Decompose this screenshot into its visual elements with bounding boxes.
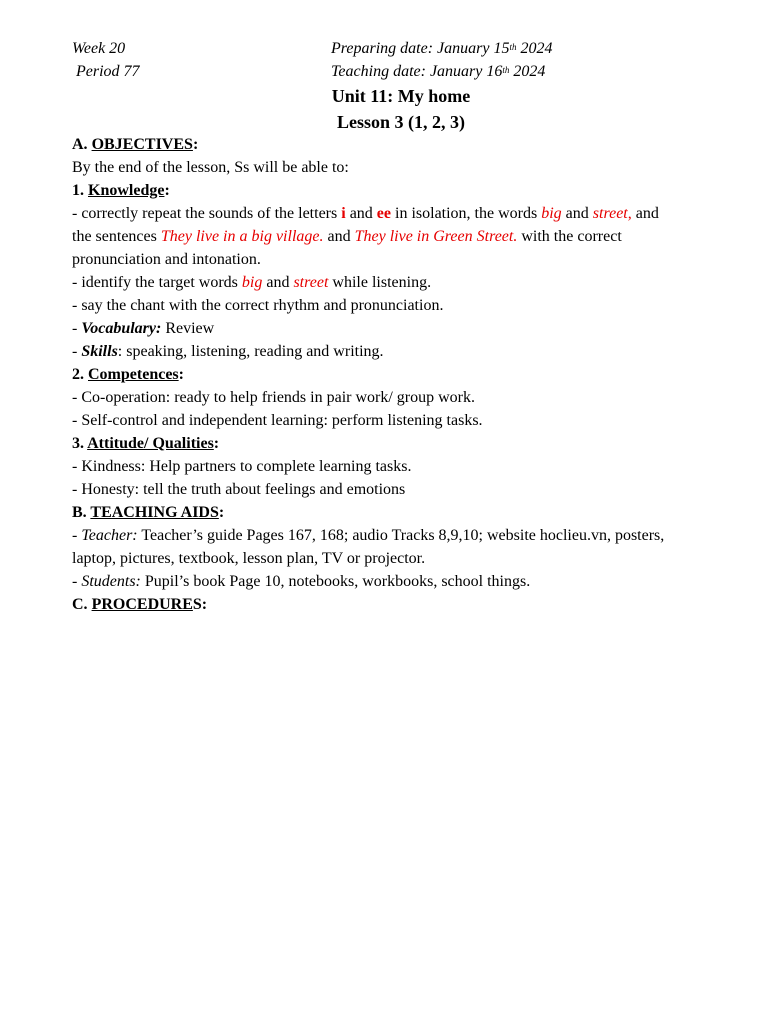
preparing-date-year: 2024 bbox=[516, 40, 553, 57]
competences-heading bbox=[72, 363, 732, 386]
section-b-heading bbox=[72, 501, 732, 524]
skills-label: Skills bbox=[81, 343, 118, 360]
skills-value: : speaking, listening, reading and writing. bbox=[117, 343, 384, 360]
knowledge-prefix: 1. bbox=[72, 182, 88, 199]
k4-and: and bbox=[262, 274, 294, 291]
target-word-street: street bbox=[293, 274, 329, 291]
student-aids-line bbox=[72, 570, 732, 593]
target-word-big: big bbox=[241, 274, 263, 291]
letter-i: i bbox=[341, 205, 346, 222]
quality-line-2: - Honesty: tell the truth about feelings and emotions bbox=[72, 481, 406, 498]
knowledge-line-4 bbox=[72, 271, 732, 294]
k1-and-2: and bbox=[561, 205, 593, 222]
teaching-date bbox=[331, 60, 691, 83]
students-label: Students: bbox=[81, 573, 141, 590]
teacher-label: Teacher: bbox=[81, 527, 138, 544]
week-label: Week 20 bbox=[72, 40, 126, 57]
period-label: Period 77 bbox=[76, 63, 140, 80]
word-big: big bbox=[541, 205, 562, 222]
preparing-date-text: Preparing date: January 15 bbox=[331, 40, 510, 57]
knowledge-colon: : bbox=[164, 182, 170, 199]
section-a-prefix: A. bbox=[72, 136, 92, 153]
teaching-date-text: Teaching date: January 16 bbox=[331, 63, 503, 80]
unit-title: Unit 11: My home bbox=[331, 86, 471, 106]
lesson-content bbox=[72, 133, 732, 616]
k2-text-b: with the correct bbox=[517, 228, 622, 245]
students-value: Pupil’s book Page 10, notebooks, workbooks, school things. bbox=[140, 573, 531, 590]
sentence-2: They live in Green Street. bbox=[354, 228, 518, 245]
competences-prefix: 2. bbox=[72, 366, 88, 383]
skills-line bbox=[72, 340, 732, 363]
qualities-prefix: 3. bbox=[72, 435, 88, 452]
header-right bbox=[331, 37, 691, 83]
sentence-1: They live in a big village. bbox=[160, 228, 324, 245]
k4-text-b: while listening. bbox=[328, 274, 432, 291]
vocabulary-value: Review bbox=[161, 320, 215, 337]
knowledge-line-5: - say the chant with the correct rhythm and pronunciation. bbox=[72, 297, 444, 314]
quality-line-1: - Kindness: Help partners to complete learning tasks. bbox=[72, 458, 412, 475]
k4-text-a: - identify the target words bbox=[72, 274, 242, 291]
section-c-title: PROCEDURE bbox=[91, 596, 193, 613]
preparing-date-suffix: th bbox=[509, 42, 517, 52]
k2-text-a: the sentences bbox=[72, 228, 161, 245]
section-a-title: OBJECTIVES bbox=[91, 136, 193, 153]
word-street: street, bbox=[592, 205, 632, 222]
students-dash: - bbox=[72, 573, 82, 590]
teacher-value: Teacher’s guide Pages 167, 168; audio Tracks 8,9,10; website hoclieu.vn, posters, bbox=[137, 527, 665, 544]
teaching-date-suffix: th bbox=[502, 65, 510, 75]
k2-and: and bbox=[323, 228, 355, 245]
section-a-heading bbox=[72, 133, 732, 156]
knowledge-heading bbox=[72, 179, 732, 202]
letter-ee: ee bbox=[376, 205, 391, 222]
section-c-tail: S: bbox=[192, 596, 208, 613]
section-c-prefix: C. bbox=[72, 596, 92, 613]
qualities-heading bbox=[72, 432, 732, 455]
teacher-aids-line-2: laptop, pictures, textbook, lesson plan, TV or projector. bbox=[72, 550, 426, 567]
section-b-title: TEACHING AIDS bbox=[90, 504, 219, 521]
teaching-date-year: 2024 bbox=[509, 63, 546, 80]
vocabulary-dash: - bbox=[72, 320, 82, 337]
section-c-heading bbox=[72, 593, 732, 616]
teacher-dash: - bbox=[72, 527, 82, 544]
k1-and-3: and bbox=[631, 205, 659, 222]
competences-title: Competences bbox=[88, 366, 179, 383]
intro-text: By the end of the lesson, Ss will be able to: bbox=[72, 159, 349, 176]
teacher-aids-line bbox=[72, 524, 732, 547]
knowledge-line-3: pronunciation and intonation. bbox=[72, 251, 261, 268]
header-left bbox=[72, 37, 272, 83]
competence-line-1: - Co-operation: ready to help friends in pair work/ group work. bbox=[72, 389, 476, 406]
k1-text-b: in isolation, the words bbox=[391, 205, 542, 222]
preparing-date bbox=[331, 37, 691, 60]
skills-dash: - bbox=[72, 343, 82, 360]
vocabulary-label: Vocabulary: bbox=[81, 320, 162, 337]
k1-and: and bbox=[345, 205, 377, 222]
vocabulary-line bbox=[72, 317, 732, 340]
knowledge-line-1 bbox=[72, 202, 732, 225]
section-b-prefix: B. bbox=[72, 504, 91, 521]
qualities-title: Attitude/ Qualities bbox=[87, 435, 214, 452]
qualities-colon: : bbox=[213, 435, 220, 452]
competences-colon: : bbox=[178, 366, 184, 383]
section-a-colon: : bbox=[192, 136, 199, 153]
knowledge-title: Knowledge bbox=[88, 182, 165, 199]
section-b-colon: : bbox=[218, 504, 225, 521]
knowledge-line-2 bbox=[72, 225, 732, 248]
lesson-title: Lesson 3 (1, 2, 3) bbox=[336, 112, 465, 132]
k1-text-a: - correctly repeat the sounds of the letters bbox=[72, 205, 342, 222]
competence-line-2: - Self-control and independent learning: perform listening tasks. bbox=[72, 412, 483, 429]
